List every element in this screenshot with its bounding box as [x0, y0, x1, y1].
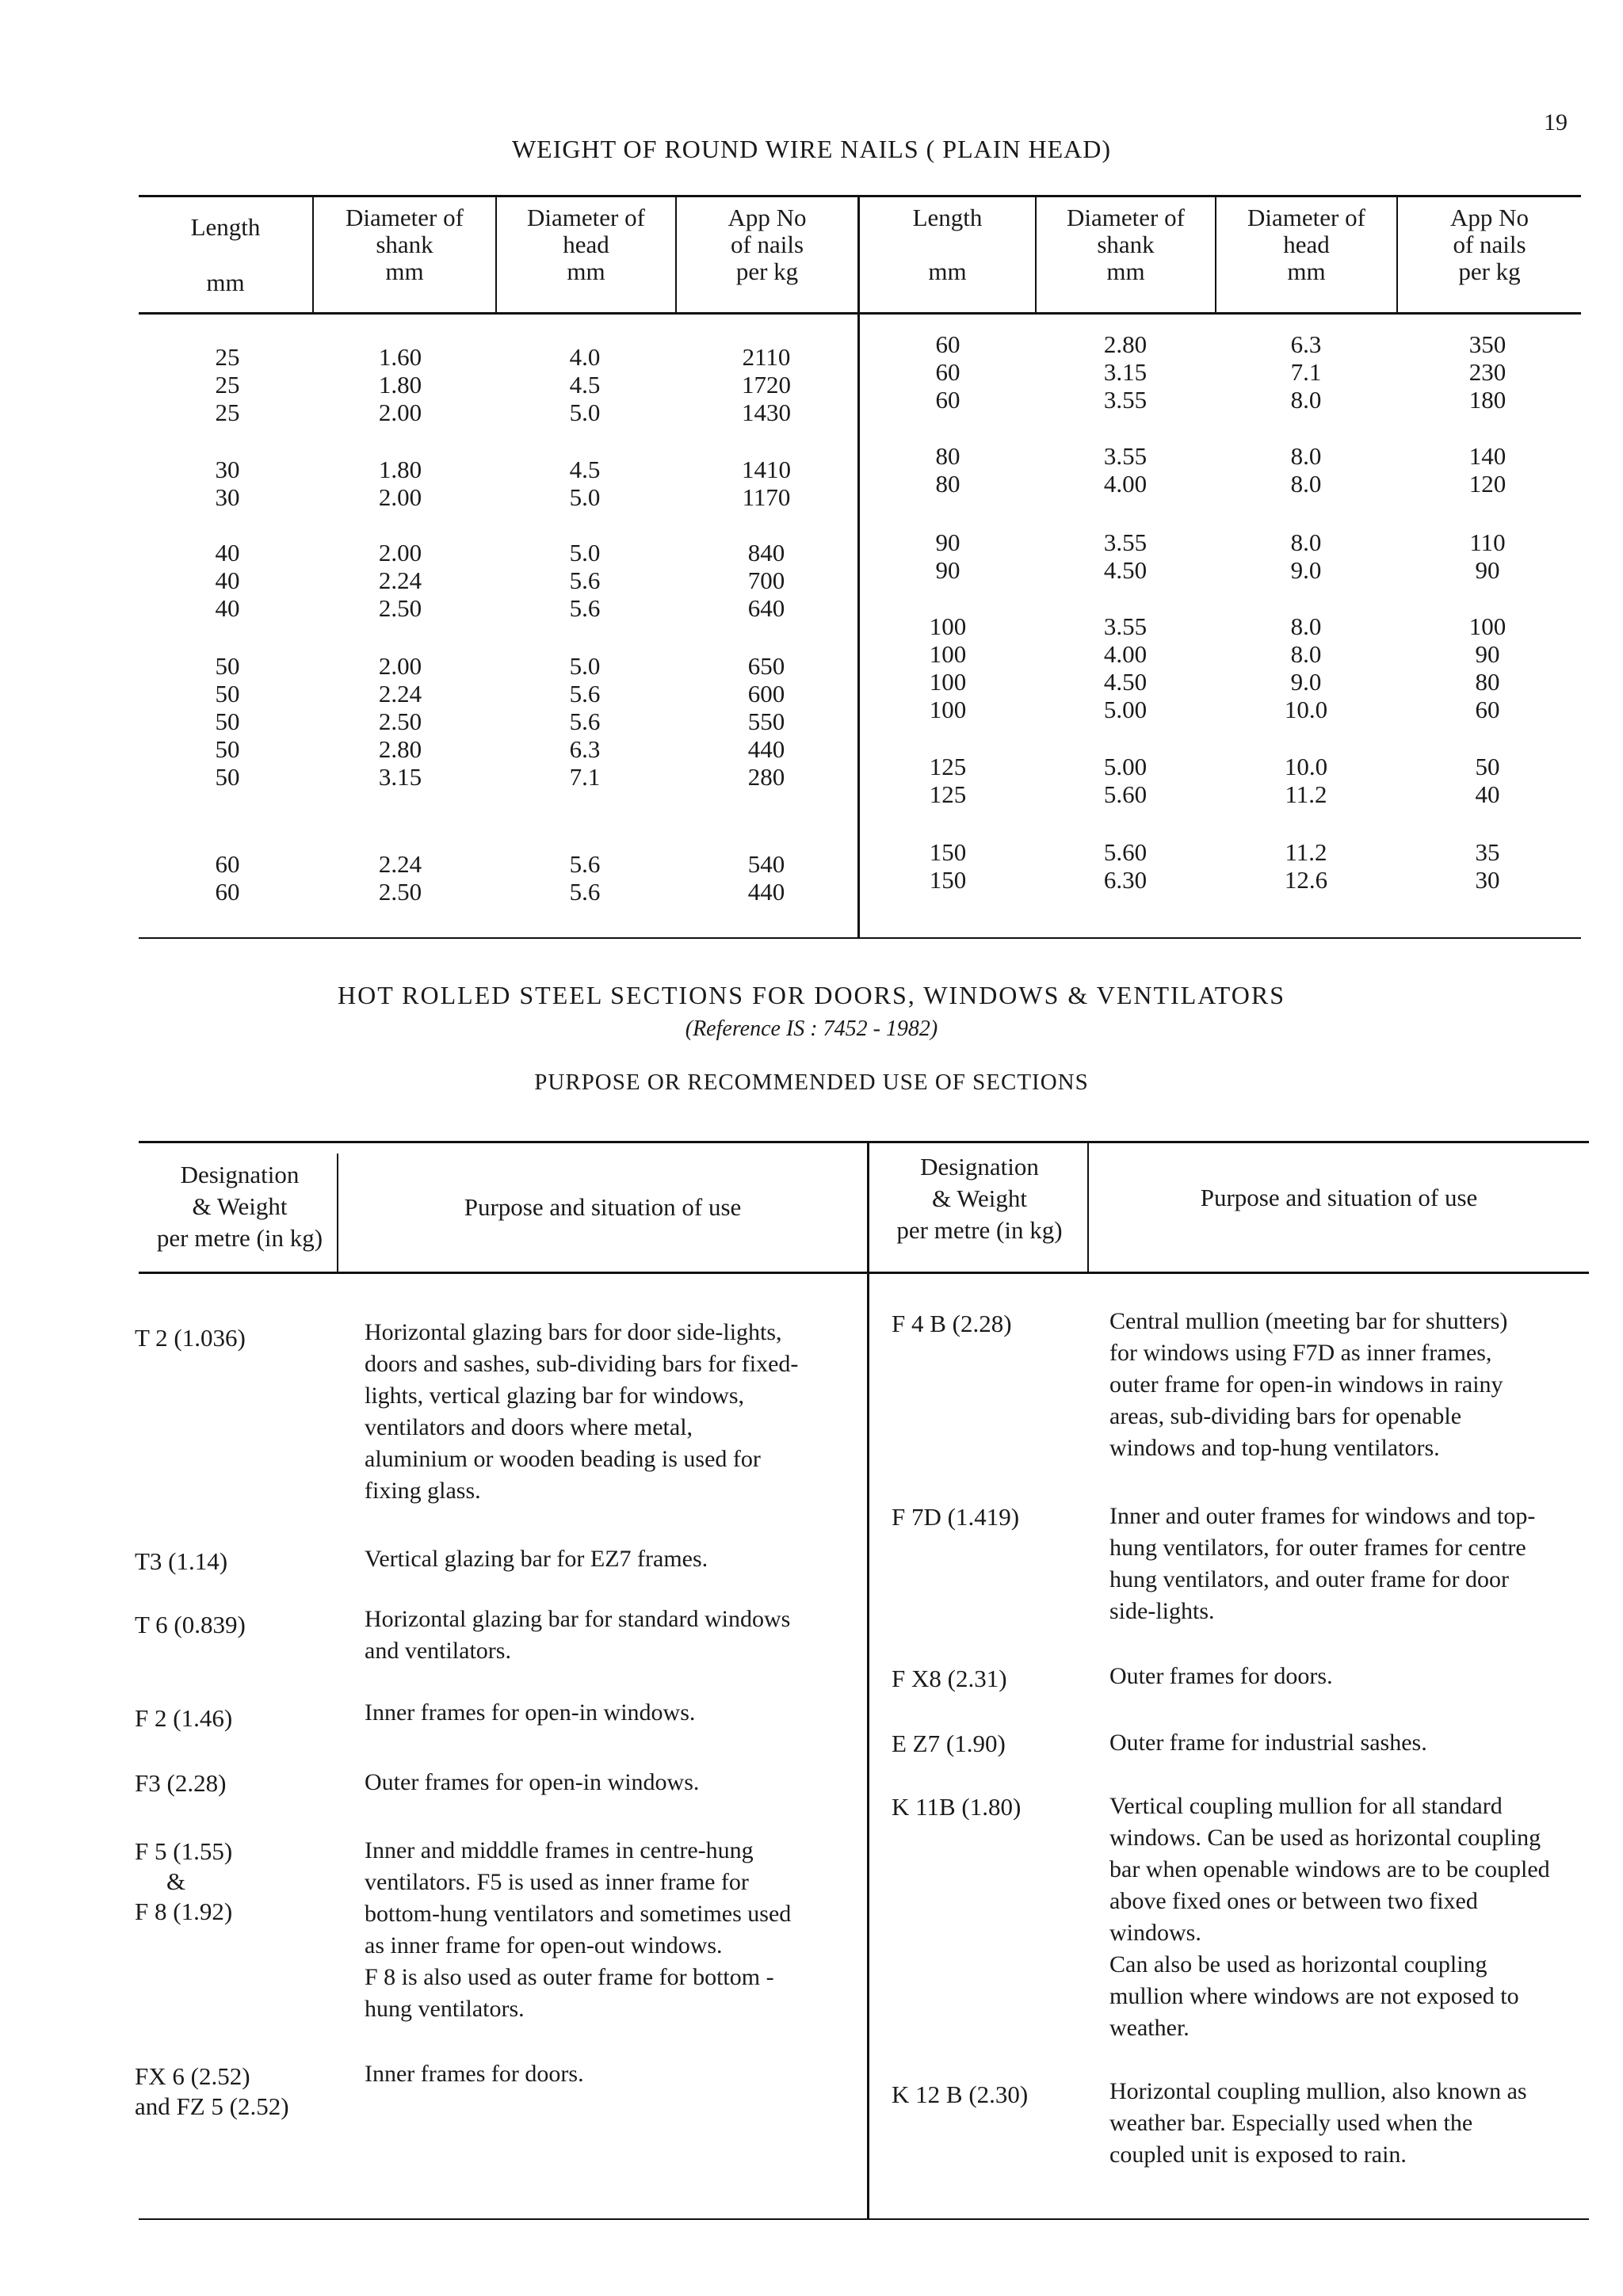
nails-header-cell [1216, 204, 1396, 285]
table-cell: 60 [935, 330, 960, 358]
sections-header-purpose-right: Purpose and situation of use [1200, 1184, 1478, 1211]
purpose-line: hung ventilators, for outer frames for centre [1109, 1535, 1526, 1561]
table-cell: 350 [1468, 330, 1507, 358]
table-cell: 5.0 [569, 652, 601, 680]
table-cell: 1.60 [378, 343, 422, 371]
table-row [0, 668, 1623, 696]
section-designation [892, 1309, 1012, 1339]
table-cell: 30 [1475, 866, 1500, 894]
table-cell: 1.80 [378, 371, 422, 399]
table-cell: 90 [1475, 640, 1500, 668]
table-cell: 3.15 [1103, 358, 1148, 386]
table-cell: 5.6 [569, 594, 601, 622]
table-cell: 4.5 [569, 456, 601, 483]
table-cell: 140 [1468, 442, 1507, 470]
table-cell: 90 [935, 528, 960, 556]
section-purpose [1109, 1661, 1589, 1692]
designation-line: T 6 (0.839) [135, 1611, 246, 1638]
table-row [0, 470, 1623, 498]
section-purpose [1109, 2076, 1589, 2171]
table-cell: 80 [935, 442, 960, 470]
table-cell: 5.0 [569, 399, 601, 426]
designation-line: F 4 B (2.28) [892, 1310, 1012, 1337]
table-cell: 3.55 [1103, 612, 1148, 640]
table-cell: 100 [929, 668, 967, 696]
table-cell: 60 [935, 358, 960, 386]
table-cell: 40 [215, 594, 240, 622]
designation-line: FX 6 (2.52) [135, 2062, 250, 2090]
sections-reference: (Reference IS : 7452 - 1982) [685, 1016, 938, 1041]
purpose-line: aluminium or wooden beading is used for [365, 1446, 761, 1472]
section-purpose [1109, 1791, 1589, 2044]
table-cell: 4.0 [569, 343, 601, 371]
nails-header-line [860, 231, 1035, 258]
sections-header-rule [139, 1272, 1589, 1274]
purpose-line: F 8 is also used as outer frame for bottom - [365, 1964, 774, 1990]
table-row [0, 838, 1623, 867]
table-cell: 10.0 [1284, 696, 1328, 723]
table-cell: 5.0 [569, 539, 601, 566]
sections-title: HOT ROLLED STEEL SECTIONS FOR DOORS, WINDOWS & VENTILATORS [337, 981, 1286, 1009]
table-cell: 100 [929, 612, 967, 640]
table-cell: 2.00 [378, 652, 422, 680]
table-row [0, 330, 1623, 359]
table-cell: 5.00 [1103, 753, 1148, 780]
purpose-line: coupled unit is exposed to rain. [1109, 2142, 1407, 2168]
table-cell: 600 [747, 680, 785, 707]
table-cell: 840 [747, 539, 785, 566]
purpose-line: Inner frames for open-in windows. [365, 1699, 696, 1726]
table-cell: 125 [929, 753, 967, 780]
table-cell: 50 [1475, 753, 1500, 780]
purpose-line: bar when openable windows are to be coupled [1109, 1856, 1550, 1882]
table-cell: 25 [215, 399, 240, 426]
nails-header-line: Diameter of [527, 204, 645, 231]
table-cell: 40 [215, 539, 240, 566]
nails-header-line: Length [190, 213, 261, 241]
nails-header-cell [139, 214, 312, 296]
nails-header-line: per kg [1458, 257, 1521, 285]
section-designation [135, 1610, 246, 1640]
table-cell: 4.50 [1103, 556, 1148, 584]
table-cell: 100 [929, 696, 967, 723]
table-cell: 35 [1475, 838, 1500, 866]
sections-header-designation-right: Designation & Weight per metre (in kg) [896, 1153, 1063, 1244]
designation-line: and FZ 5 (2.52) [135, 2092, 289, 2120]
table-cell: 6.3 [569, 735, 601, 763]
section-designation [892, 1664, 1007, 1694]
section-purpose [1109, 1306, 1589, 1464]
designation-line: E Z7 (1.90) [892, 1730, 1006, 1757]
purpose-line: fixing glass. [365, 1478, 481, 1504]
table-cell: 4.5 [569, 371, 601, 399]
purpose-line: Outer frame for industrial sashes. [1109, 1730, 1427, 1756]
designation-line: F 7D (1.419) [892, 1503, 1020, 1531]
nails-header-line: mm [928, 257, 967, 285]
table-cell: 1170 [742, 483, 791, 511]
table-cell: 11.2 [1285, 838, 1327, 866]
table-cell: 30 [215, 483, 240, 511]
table-cell: 2.24 [378, 566, 422, 594]
table-row [0, 612, 1623, 641]
table-cell: 125 [929, 780, 967, 808]
table-row [0, 556, 1623, 585]
designation-line: F X8 (2.31) [892, 1665, 1007, 1692]
table-cell: 10.0 [1284, 753, 1328, 780]
table-cell: 8.0 [1290, 640, 1322, 668]
table-cell: 50 [215, 652, 240, 680]
nails-header-cell [497, 204, 675, 285]
table-cell: 60 [215, 878, 240, 906]
purpose-line: bottom-hung ventilators and sometimes used [365, 1901, 792, 1927]
nails-header-line: Diameter of [1247, 204, 1365, 231]
table-cell: 540 [747, 850, 785, 878]
purpose-line: Outer frames for open-in windows. [365, 1769, 700, 1795]
page-number: 19 [1544, 109, 1568, 135]
table-cell: 2.80 [378, 735, 422, 763]
table-row [0, 358, 1623, 387]
table-cell: 150 [929, 838, 967, 866]
designation-line: F3 (2.28) [135, 1769, 227, 1797]
section-designation [135, 1703, 232, 1733]
table-cell: 50 [215, 707, 240, 735]
table-row [0, 780, 1623, 809]
table-cell: 3.15 [378, 763, 422, 791]
nails-header-line: App No [1449, 204, 1529, 231]
table-cell: 5.60 [1103, 780, 1148, 808]
table-cell: 550 [747, 707, 785, 735]
table-cell: 80 [1475, 668, 1500, 696]
purpose-line: as inner frame for open-out windows. [365, 1932, 723, 1958]
table-cell: 25 [215, 371, 240, 399]
table-cell: 100 [1468, 612, 1507, 640]
nails-header-rule [139, 312, 1581, 315]
purpose-line: Outer frames for doors. [1109, 1663, 1333, 1689]
table-cell: 2110 [742, 343, 791, 371]
purpose-line: mullion where windows are not exposed to [1109, 1983, 1519, 2009]
designation-line: F 5 (1.55) [135, 1837, 233, 1865]
purpose-line: ventilators. F5 is used as inner frame for [365, 1869, 749, 1895]
table-cell: 1410 [742, 456, 791, 483]
table-cell: 230 [1468, 358, 1507, 386]
table-cell: 4.00 [1103, 470, 1148, 498]
nails-header-line: Length [912, 204, 983, 231]
table-cell: 60 [935, 386, 960, 414]
table-cell: 3.55 [1103, 386, 1148, 414]
table-cell: 12.6 [1284, 866, 1328, 894]
purpose-line: outer frame for open-in windows in rainy [1109, 1371, 1503, 1398]
section-designation [135, 1323, 246, 1353]
purpose-line: hung ventilators, and outer frame for door [1109, 1566, 1510, 1592]
sections-header-purpose-left: Purpose and situation of use [464, 1193, 742, 1221]
table-cell: 8.0 [1290, 612, 1322, 640]
section-purpose [365, 1767, 848, 1798]
table-cell: 3.55 [1103, 528, 1148, 556]
nails-bottom-rule [139, 937, 1581, 939]
table-row [0, 386, 1623, 414]
table-row [0, 528, 1623, 557]
section-purpose [1109, 1501, 1589, 1627]
table-cell: 1720 [742, 371, 791, 399]
table-cell: 50 [215, 735, 240, 763]
table-cell: 1.80 [378, 456, 422, 483]
purpose-line: Inner and midddle frames in centre-hung [365, 1837, 754, 1863]
table-cell: 2.00 [378, 399, 422, 426]
section-designation [892, 1792, 1021, 1822]
table-cell: 2.50 [378, 707, 422, 735]
purpose-line: doors and sashes, sub-dividing bars for fixed- [365, 1351, 799, 1377]
nails-header-line: per kg [735, 257, 799, 285]
designation-line: & [166, 1867, 186, 1895]
table-cell: 5.60 [1103, 838, 1148, 866]
table-cell: 120 [1468, 470, 1507, 498]
designation-line: T 2 (1.036) [135, 1324, 246, 1352]
table-cell: 4.00 [1103, 640, 1148, 668]
table-cell: 5.6 [569, 878, 601, 906]
designation-line: T3 (1.14) [135, 1547, 228, 1575]
table-cell: 2.24 [378, 850, 422, 878]
table-row [0, 866, 1623, 894]
nails-header-line: head [1283, 231, 1330, 258]
nails-header-line: of nails [1453, 231, 1526, 258]
table-cell: 2.80 [1103, 330, 1148, 358]
purpose-line: Inner frames for doors. [365, 2061, 584, 2087]
table-cell: 640 [747, 594, 785, 622]
table-cell: 650 [747, 652, 785, 680]
purpose-line: Horizontal glazing bar for standard windows [365, 1606, 791, 1632]
purpose-line: weather bar. Especially used when the [1109, 2110, 1473, 2136]
purpose-line: Inner and outer frames for windows and top- [1109, 1503, 1536, 1529]
table-cell: 2.50 [378, 878, 422, 906]
table-cell: 50 [215, 680, 240, 707]
section-purpose [365, 1604, 848, 1667]
table-cell: 11.2 [1285, 780, 1327, 808]
sections-subtitle: PURPOSE OR RECOMMENDED USE OF SECTIONS [534, 1070, 1089, 1095]
purpose-line: Central mullion (meeting bar for shutters) [1109, 1308, 1508, 1334]
table-cell: 50 [215, 763, 240, 791]
purpose-line: windows. [1109, 1920, 1201, 1946]
nails-title: WEIGHT OF ROUND WIRE NAILS ( PLAIN HEAD) [511, 135, 1112, 163]
table-row [0, 696, 1623, 724]
sections-bottom-rule [139, 2218, 1589, 2220]
purpose-line: above fixed ones or between two fixed [1109, 1888, 1478, 1914]
table-cell: 8.0 [1290, 528, 1322, 556]
table-cell: 440 [747, 735, 785, 763]
nails-header-cell [860, 204, 1035, 285]
designation-line: K 12 B (2.30) [892, 2081, 1029, 2108]
sections-center-divider [867, 1141, 869, 2220]
purpose-line: windows. Can be used as horizontal coupling [1109, 1825, 1541, 1851]
table-cell: 110 [1469, 528, 1506, 556]
section-designation [892, 1729, 1006, 1759]
nails-header-line: head [563, 231, 609, 258]
table-cell: 8.0 [1290, 442, 1322, 470]
purpose-line: side-lights. [1109, 1598, 1215, 1624]
nails-header-line: mm [206, 269, 245, 296]
table-cell: 1430 [742, 399, 791, 426]
table-cell: 7.1 [569, 763, 601, 791]
table-cell: 60 [215, 850, 240, 878]
table-cell: 9.0 [1290, 556, 1322, 584]
table-cell: 700 [747, 566, 785, 594]
table-cell: 150 [929, 866, 967, 894]
table-cell: 440 [747, 878, 785, 906]
table-cell: 5.6 [569, 680, 601, 707]
nails-header-line: Diameter of [1067, 204, 1185, 231]
table-row [0, 640, 1623, 669]
purpose-line: for windows using F7D as inner frames, [1109, 1340, 1492, 1366]
section-purpose [365, 1317, 848, 1507]
section-purpose [365, 1697, 848, 1729]
sections-header-designation-left: Designation & Weight per metre (in kg) [156, 1161, 323, 1252]
table-cell: 5.00 [1103, 696, 1148, 723]
designation-line: K 11B (1.80) [892, 1793, 1022, 1821]
table-cell: 30 [215, 456, 240, 483]
table-cell: 90 [1475, 556, 1500, 584]
section-designation [135, 1836, 232, 1927]
table-cell: 25 [215, 343, 240, 371]
table-cell: 5.6 [569, 850, 601, 878]
nails-header-line: Diameter of [346, 204, 464, 231]
nails-header-line: mm [1106, 257, 1145, 285]
section-designation [135, 1547, 227, 1577]
nails-header-cell [677, 204, 857, 285]
nails-header-line: shank [1097, 231, 1155, 258]
section-purpose [1109, 1727, 1589, 1759]
table-cell: 90 [935, 556, 960, 584]
purpose-line: hung ventilators. [365, 1996, 525, 2022]
section-designation [892, 2080, 1028, 2110]
table-cell: 9.0 [1290, 668, 1322, 696]
section-purpose [365, 1835, 848, 2025]
table-cell: 5.0 [569, 483, 601, 511]
nails-header-line: of nails [730, 231, 804, 258]
table-cell: 3.55 [1103, 442, 1148, 470]
table-cell: 6.3 [1290, 330, 1322, 358]
table-cell: 7.1 [1290, 358, 1322, 386]
nails-header-line: mm [1287, 257, 1326, 285]
table-cell: 8.0 [1290, 470, 1322, 498]
table-row [0, 753, 1623, 781]
nails-header-line: mm [567, 257, 605, 285]
table-cell: 2.00 [378, 539, 422, 566]
section-purpose [365, 2058, 848, 2090]
purpose-line: weather. [1109, 2015, 1190, 2041]
nails-header-line [139, 241, 312, 268]
nails-header-line: mm [385, 257, 424, 285]
table-cell: 80 [935, 470, 960, 498]
table-cell: 5.6 [569, 707, 601, 735]
purpose-line: Horizontal glazing bars for door side-lights, [365, 1319, 782, 1345]
purpose-line: areas, sub-dividing bars for openable [1109, 1403, 1462, 1429]
table-cell: 4.50 [1103, 668, 1148, 696]
table-cell: 280 [747, 763, 785, 791]
table-cell: 180 [1468, 386, 1507, 414]
table-cell: 100 [929, 640, 967, 668]
section-purpose [365, 1543, 848, 1575]
designation-line: F 8 (1.92) [135, 1897, 233, 1925]
purpose-line: and ventilators. [365, 1638, 511, 1664]
purpose-line: ventilators and doors where metal, [365, 1414, 693, 1440]
section-designation [892, 1502, 1019, 1532]
purpose-line: Horizontal coupling mullion, also known as [1109, 2078, 1527, 2104]
table-cell: 2.24 [378, 680, 422, 707]
nails-top-rule [139, 195, 1581, 197]
section-designation [135, 2061, 289, 2122]
table-cell: 8.0 [1290, 386, 1322, 414]
section-designation [135, 1768, 226, 1798]
designation-line: F 2 (1.46) [135, 1704, 233, 1732]
sections-top-rule [139, 1141, 1589, 1143]
nails-header-cell [314, 204, 495, 285]
table-row [0, 442, 1623, 471]
table-cell: 60 [1475, 696, 1500, 723]
nails-header-line: App No [727, 204, 807, 231]
nails-header-cell [1037, 204, 1215, 285]
purpose-line: Vertical coupling mullion for all standard [1109, 1793, 1503, 1819]
purpose-line: Vertical glazing bar for EZ7 frames. [365, 1546, 708, 1572]
table-cell: 2.00 [378, 483, 422, 511]
purpose-line: windows and top-hung ventilators. [1109, 1435, 1440, 1461]
table-cell: 2.50 [378, 594, 422, 622]
table-cell: 40 [1475, 780, 1500, 808]
table-cell: 5.6 [569, 566, 601, 594]
nails-header-cell [1398, 204, 1581, 285]
table-cell: 6.30 [1103, 866, 1148, 894]
table-cell: 40 [215, 566, 240, 594]
purpose-line: lights, vertical glazing bar for windows, [365, 1383, 745, 1409]
nails-header-line: shank [376, 231, 433, 258]
purpose-line: Can also be used as horizontal coupling [1109, 1951, 1487, 1978]
